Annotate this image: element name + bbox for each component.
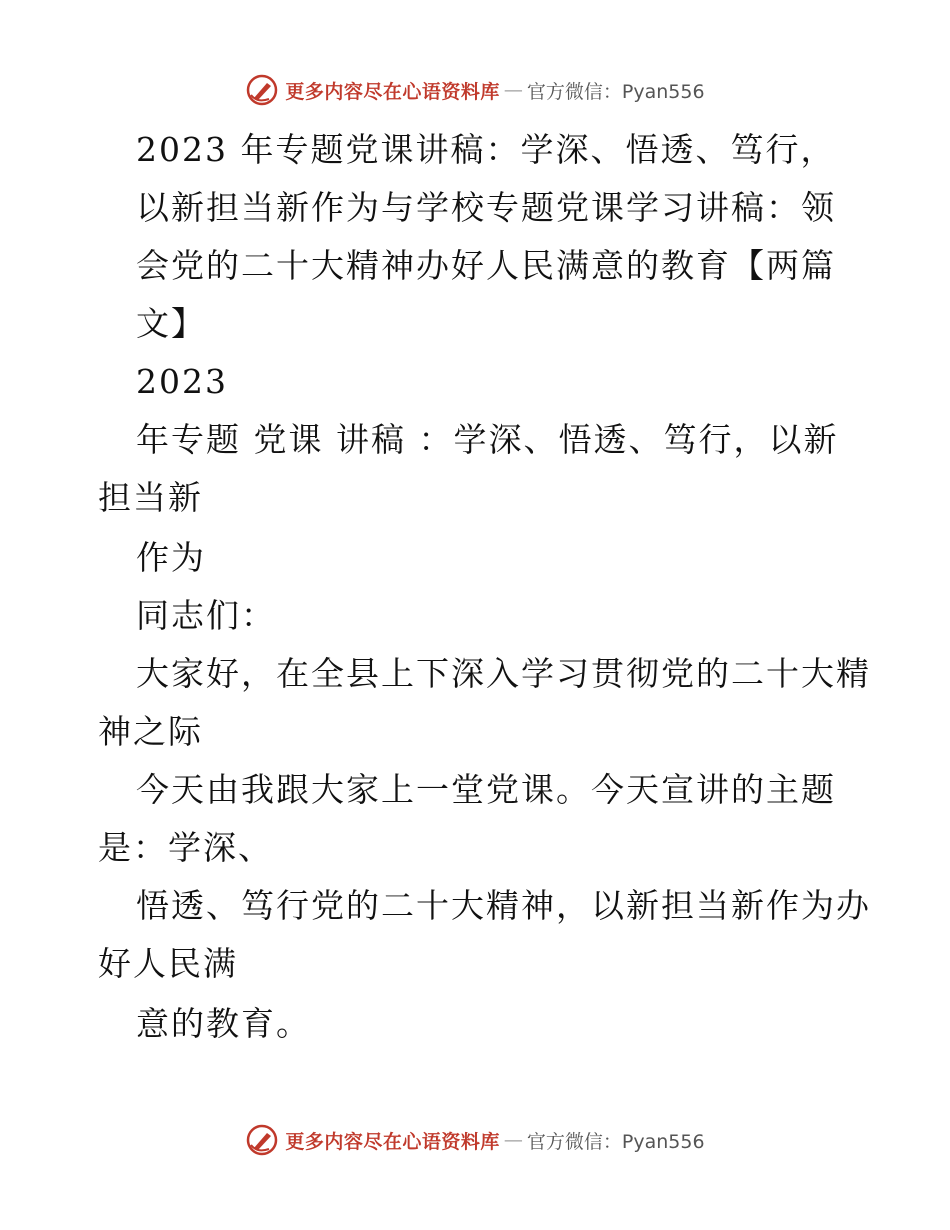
footer-separator: —	[503, 1129, 523, 1151]
doc-line: 意的教育。	[136, 1004, 311, 1043]
doc-line: 同志们：	[136, 596, 276, 635]
header-separator: —	[503, 79, 523, 101]
doc-line: 大家好，在全县上下深入学习贯彻党的二十大精	[136, 654, 871, 693]
doc-line: 神之际	[98, 712, 203, 751]
doc-line: 会党的二十大精神办好人民满意的教育【两篇	[136, 246, 836, 285]
doc-line: 悟透、笃行党的二十大精神，以新担当新作为办	[136, 886, 871, 925]
pen-logo-icon	[245, 73, 279, 107]
header-contact: 官方微信：Pyan556	[526, 80, 705, 103]
header-brand: 更多内容尽在心语资料库	[285, 80, 500, 103]
footer-watermark	[0, 1120, 950, 1160]
footer-brand: 更多内容尽在心语资料库	[285, 1130, 500, 1153]
doc-line: 今天由我跟大家上一堂党课。今天宣讲的主题	[136, 770, 836, 809]
doc-line: 好人民满	[98, 944, 238, 983]
header-watermark	[0, 70, 950, 110]
doc-line: 文】	[136, 304, 206, 343]
doc-line: 以新担当新作为与学校专题党课学习讲稿：领	[136, 188, 836, 227]
doc-line: 2023	[136, 362, 228, 401]
doc-line: 2023 年专题党课讲稿：学深、悟透、笃行，	[136, 130, 836, 169]
doc-line: 是：学深、	[98, 828, 273, 867]
doc-line: 作为	[136, 538, 206, 577]
footer-contact: 官方微信：Pyan556	[526, 1130, 705, 1153]
pen-logo-icon	[245, 1123, 279, 1157]
doc-line: 年专题 党课 讲稿 ：学深、悟透、笃行，以新	[136, 420, 839, 459]
doc-line: 担当新	[98, 478, 203, 517]
